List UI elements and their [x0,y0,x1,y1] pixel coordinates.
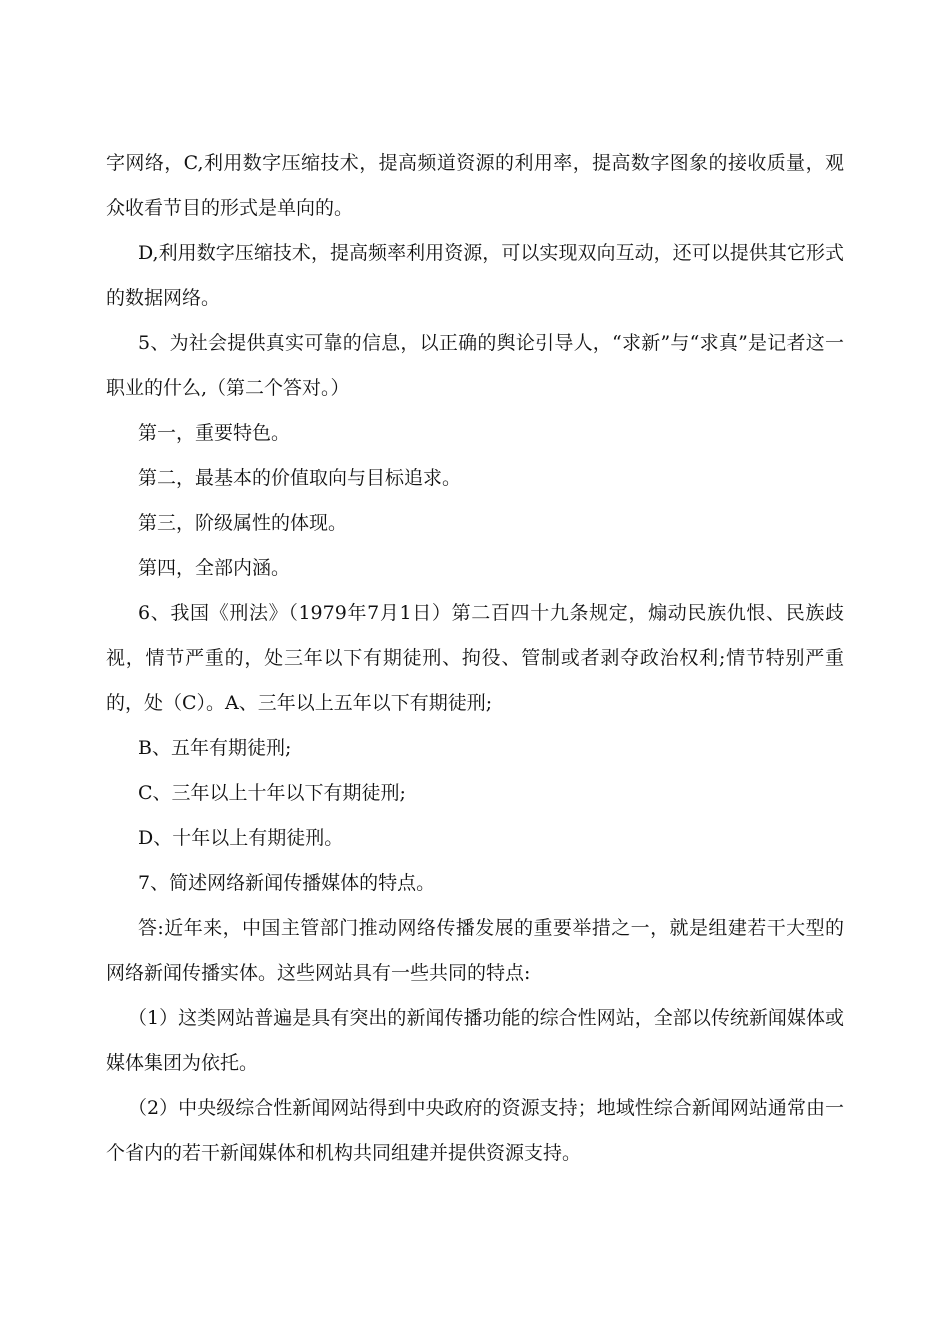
paragraph-point-2: （2）中央级综合性新闻网站得到中央政府的资源支持；地域性综合新闻网站通常由一个省内的若干新闻媒体和机构共同组建并提供资源支持。 [106,1097,844,1164]
paragraph-question-6: 6、我国《刑法》（1979年7月1日）第二百四十九条规定，煽动民族仇恨、民族歧视，情节严重的，处三年以下有期徒刑、拘役、管制或者剥夺政治权利;情节特别严重的，处（C）。A、三年以上五年以下有期徒刑; [106,602,844,714]
paragraph-question-5: 5、为社会提供真实可靠的信息，以正确的舆论引导人，“求新”与“求真”是记者这一职业的什么,（第二个答对。） [106,332,844,399]
paragraph-answer-third: 第三，阶级属性的体现。 [138,512,348,534]
paragraph-answer-second: 第二，最基本的价值取向与目标追求。 [138,467,462,489]
paragraph-digital-network-c: 字网络，C,利用数字压缩技术，提高频道资源的利用率，提高数字图象的接收质量，观众收看节目的形式是单向的。 [106,152,844,219]
paragraph-point-1: （1）这类网站普遍是具有突出的新闻传播功能的综合性网站，全部以传统新闻媒体或媒体集团为依托。 [106,1007,844,1074]
paragraph-question-7: 7、简述网络新闻传播媒体的特点。 [138,872,436,894]
paragraph-option-c: C、三年以上十年以下有期徒刑; [138,782,406,804]
paragraph-option-b: B、五年有期徒刑; [138,737,292,759]
paragraph-answer-first: 第一，重要特色。 [138,422,291,444]
paragraph-option-d: D,利用数字压缩技术，提高频率利用资源，可以实现双向互动，还可以提供其它形式的数据网络。 [106,242,844,309]
document-body [106,141,844,1176]
paragraph-option-d-penalty: D、十年以上有期徒刑。 [138,827,344,849]
paragraph-answer-fourth: 第四，全部内涵。 [138,557,291,579]
paragraph-answer-7: 答:近年来，中国主管部门推动网络传播发展的重要举措之一，就是组建若干大型的网络新闻传播实体。这些网站具有一些共同的特点: [106,917,844,984]
